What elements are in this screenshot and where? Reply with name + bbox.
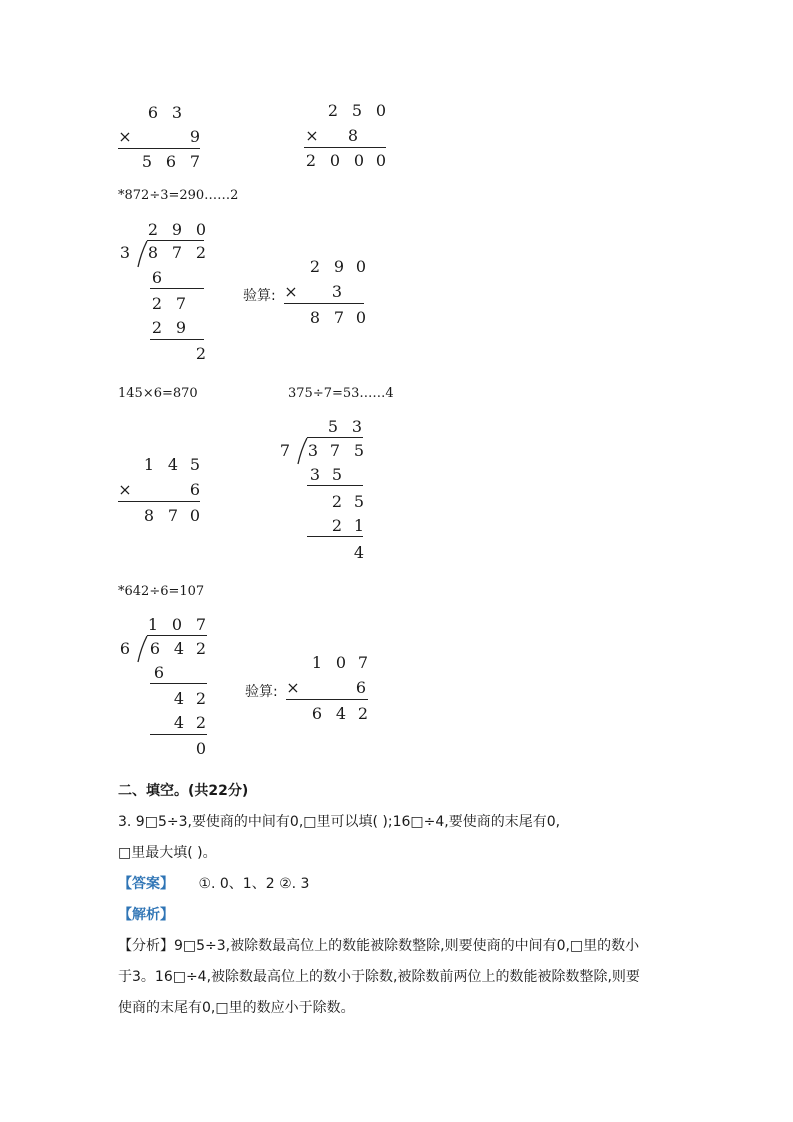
equation-642: *642÷6=107 xyxy=(118,584,205,599)
question-3-line-2: □里最大填( )。 xyxy=(118,845,217,861)
equation-145: 145×6=870 xyxy=(118,386,198,401)
digit: 2 xyxy=(151,294,163,313)
digit: 1 xyxy=(143,455,155,474)
digit: 9 xyxy=(171,220,183,239)
digit: 5 xyxy=(353,441,365,460)
result-line xyxy=(118,148,200,149)
times-sign: × xyxy=(305,126,319,145)
digit: 6 xyxy=(165,152,177,171)
answer-tag: 【答案】 xyxy=(118,876,174,892)
division-bar xyxy=(307,437,363,438)
digit: 0 xyxy=(329,151,341,170)
times-sign: × xyxy=(118,480,132,499)
digit: 4 xyxy=(173,713,185,732)
step-line xyxy=(150,339,204,340)
analysis-line-1: 【分析】9□5÷3,被除数最高位上的数能被除数整除,则要使商的中间有0,□里的数小 xyxy=(118,938,640,954)
digit: 2 xyxy=(309,257,321,276)
digit: 2 xyxy=(147,220,159,239)
digit: 9 xyxy=(333,257,345,276)
digit: 5 xyxy=(327,417,339,436)
digit: 7 xyxy=(171,243,183,262)
divisor: 7 xyxy=(279,441,291,460)
digit: 2 xyxy=(305,151,317,170)
digit: 7 xyxy=(175,294,187,313)
step-line xyxy=(307,536,363,537)
digit: 0 xyxy=(375,101,387,120)
digit: 5 xyxy=(331,465,343,484)
digit: 8 xyxy=(309,308,321,327)
digit: 7 xyxy=(167,506,179,525)
digit: 6 xyxy=(151,268,163,287)
result-line xyxy=(304,147,386,148)
digit: 4 xyxy=(335,704,347,723)
digit: 7 xyxy=(333,308,345,327)
digit: 1 xyxy=(311,653,323,672)
digit: 3 xyxy=(307,441,319,460)
digit: 7 xyxy=(329,441,341,460)
analysis-line-3: 使商的末尾有0,□里的数应小于除数。 xyxy=(118,1000,355,1016)
digit: 6 xyxy=(147,103,159,122)
digit: 6 xyxy=(311,704,323,723)
question-3-line-1: 3. 9□5÷3,要使商的中间有0,□里可以填( );16□÷4,要使商的末尾有0, xyxy=(118,814,561,830)
digit: 5 xyxy=(353,492,365,511)
digit: 2 xyxy=(195,713,207,732)
digit: 6 xyxy=(149,639,161,658)
division-bar xyxy=(147,240,204,241)
digit: 5 xyxy=(351,101,363,120)
digit: 0 xyxy=(375,151,387,170)
digit: 2 xyxy=(195,243,207,262)
digit: 0 xyxy=(355,308,367,327)
analysis-tag: 【解析】 xyxy=(118,907,174,923)
digit: 4 xyxy=(173,639,185,658)
divisor: 3 xyxy=(119,243,131,262)
digit: 2 xyxy=(331,516,343,535)
digit: 2 xyxy=(195,689,207,708)
division-bar xyxy=(147,635,207,636)
digit: 2 xyxy=(357,704,369,723)
digit: 3 xyxy=(309,465,321,484)
digit: 0 xyxy=(189,506,201,525)
digit: 7 xyxy=(189,152,201,171)
equation-872: *872÷3=290……2 xyxy=(118,188,239,203)
digit: 1 xyxy=(353,516,365,535)
step-line xyxy=(150,734,207,735)
result-line xyxy=(118,501,200,502)
digit: 0 xyxy=(195,220,207,239)
answer-line xyxy=(118,873,309,893)
remainder: 2 xyxy=(195,344,207,363)
digit: 6 xyxy=(153,663,165,682)
digit: 4 xyxy=(173,689,185,708)
times-sign: × xyxy=(118,127,132,146)
digit: 7 xyxy=(357,653,369,672)
result-line xyxy=(284,303,364,304)
digit: 3 xyxy=(171,103,183,122)
digit: 9 xyxy=(189,127,201,146)
section-title: 二、填空。(共22分) xyxy=(118,783,249,799)
step-line xyxy=(150,288,204,289)
digit: 0 xyxy=(355,257,367,276)
analysis-line-2: 于3。16□÷4,被除数最高位上的数小于除数,被除数前两位上的数能被除数整除,则要 xyxy=(118,969,640,985)
check-label: 验算: xyxy=(243,288,276,304)
divisor: 6 xyxy=(119,639,131,658)
equation-375: 375÷7=53……4 xyxy=(288,386,394,401)
result-line xyxy=(286,699,368,700)
digit: 2 xyxy=(327,101,339,120)
check-label: 验算: xyxy=(245,684,278,700)
times-sign: × xyxy=(286,678,300,697)
digit: 0 xyxy=(353,151,365,170)
digit: 4 xyxy=(167,455,179,474)
digit: 8 xyxy=(143,506,155,525)
remainder: 4 xyxy=(353,543,365,562)
digit: 3 xyxy=(331,282,343,301)
digit: 5 xyxy=(141,152,153,171)
digit: 9 xyxy=(175,318,187,337)
digit: 6 xyxy=(189,480,201,499)
times-sign: × xyxy=(284,282,298,301)
digit: 6 xyxy=(355,678,367,697)
digit: 3 xyxy=(351,417,363,436)
digit: 5 xyxy=(189,455,201,474)
step-line xyxy=(307,485,363,486)
remainder: 0 xyxy=(195,739,207,758)
answer-text: ①. 0、1、2 ②. 3 xyxy=(198,876,310,892)
digit: 7 xyxy=(195,615,207,634)
digit: 2 xyxy=(151,318,163,337)
step-line xyxy=(150,683,207,684)
digit: 1 xyxy=(147,615,159,634)
digit: 0 xyxy=(335,653,347,672)
digit: 8 xyxy=(147,243,159,262)
digit: 2 xyxy=(195,639,207,658)
digit: 2 xyxy=(331,492,343,511)
digit: 8 xyxy=(347,126,359,145)
digit: 0 xyxy=(171,615,183,634)
